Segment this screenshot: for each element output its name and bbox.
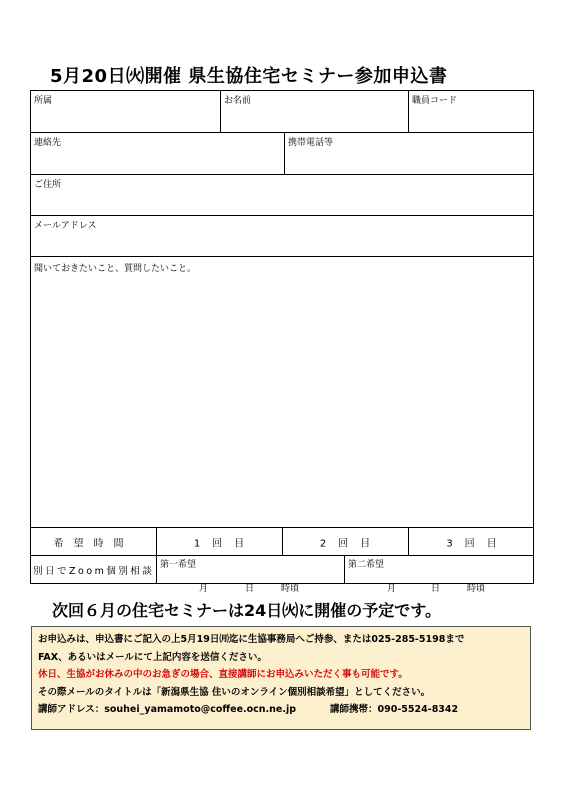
row-contact bbox=[31, 133, 533, 175]
mobile-label: 携帯電話等 bbox=[288, 138, 334, 148]
month-label: 月 bbox=[387, 584, 397, 594]
second-session-option[interactable] bbox=[283, 528, 409, 555]
instructor-phone: 講師携帯：090-5524-8342 bbox=[330, 704, 459, 715]
application-form bbox=[30, 90, 534, 594]
first-choice-field[interactable] bbox=[157, 556, 345, 594]
name-field[interactable] bbox=[221, 91, 409, 132]
affiliation-field[interactable] bbox=[31, 91, 221, 132]
form-title: 5月20日㈫開催 県生協住宅セミナー参加申込書 bbox=[50, 66, 448, 87]
instructor-contact bbox=[38, 701, 524, 719]
day-label: 日 bbox=[245, 584, 255, 594]
email-field[interactable] bbox=[31, 216, 533, 257]
instructor-address: 講師アドレス：souhei_yamamoto@coffee.ocn.ne.jp bbox=[38, 704, 297, 715]
notice-line-1: お申込みは、申込書にご記入の上5月19日㈪迄に生協事務局へご持参、または025-285-5198まで bbox=[38, 634, 465, 645]
address-field[interactable] bbox=[31, 175, 533, 216]
notice-line-4: その際メールのタイトルは「新潟県生協 住いのオンライン個別相談希望」としてください。 bbox=[38, 686, 431, 698]
zoom-consult-label: 別日でZoom個別相談 bbox=[33, 565, 155, 577]
day-label: 日 bbox=[431, 584, 441, 594]
zoom-consult-header bbox=[31, 556, 157, 583]
time-label: 時頃 bbox=[467, 584, 486, 594]
preferred-time-label: 希望時間 bbox=[53, 538, 134, 549]
second-session-label: 2 回 目 bbox=[319, 538, 372, 549]
questions-label: 聞いておきたいこと、質問したいこと。 bbox=[34, 264, 197, 274]
email-label: メールアドレス bbox=[34, 221, 97, 231]
next-seminar-announcement: 次回６月の住宅セミナーは24日㈫に開催の予定です。 bbox=[52, 601, 441, 620]
first-session-option[interactable] bbox=[157, 528, 283, 555]
second-choice-field[interactable] bbox=[345, 556, 535, 594]
second-choice-label: 第二希望 bbox=[348, 560, 385, 570]
name-label: お名前 bbox=[224, 96, 252, 106]
contact-label: 連絡先 bbox=[34, 138, 62, 148]
contact-field[interactable] bbox=[31, 133, 285, 174]
affiliation-label: 所属 bbox=[34, 96, 53, 106]
questions-field[interactable] bbox=[31, 257, 533, 528]
notice-line-2: FAX、あるいはメールにて上記内容を送信ください。 bbox=[38, 651, 267, 663]
row-affiliation bbox=[31, 91, 533, 133]
row-zoom-consult bbox=[31, 556, 533, 594]
first-choice-label: 第一希望 bbox=[160, 560, 197, 570]
month-label: 月 bbox=[199, 584, 209, 594]
third-session-option[interactable] bbox=[409, 528, 535, 555]
notice-line-3: 休日、生協がお休みの中のお急ぎの場合、直接講師にお申込みいただく事も可能です。 bbox=[38, 669, 408, 680]
first-session-label: 1 回 目 bbox=[193, 538, 246, 549]
row-preferred-time bbox=[31, 528, 533, 556]
staff-code-label: 職員コード bbox=[412, 96, 458, 106]
preferred-time-header bbox=[31, 528, 157, 555]
mobile-field[interactable] bbox=[285, 133, 535, 174]
time-label: 時頃 bbox=[281, 584, 300, 594]
address-label: ご住所 bbox=[34, 180, 62, 190]
notice-box bbox=[31, 626, 531, 730]
third-session-label: 3 回 目 bbox=[446, 538, 498, 549]
staff-code-field[interactable] bbox=[409, 91, 535, 132]
